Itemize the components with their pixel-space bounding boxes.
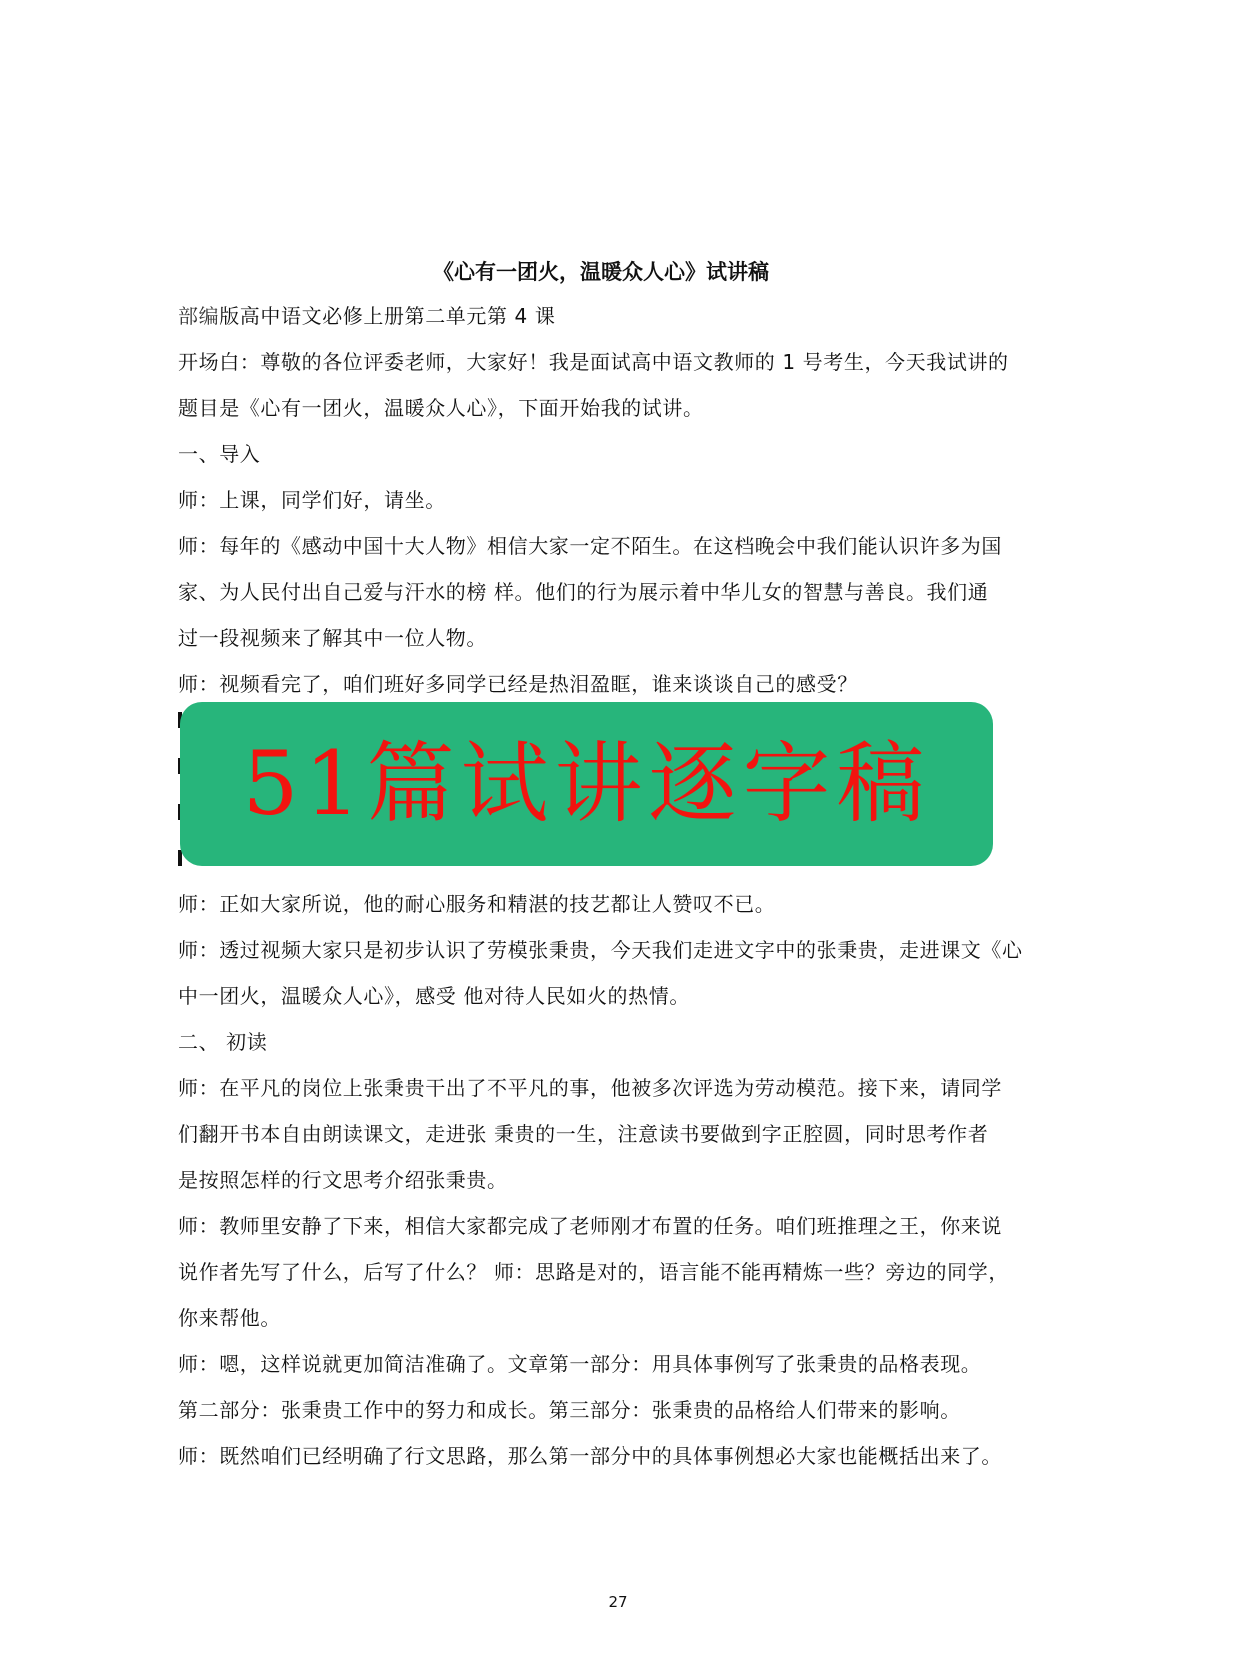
- paragraph-line: 师：正如大家所说，他的耐心服务和精湛的技艺都让人赞叹不已。: [178, 892, 776, 916]
- document-subtitle: [178, 302, 555, 330]
- document-title: 《心有一团火，温暖众人心》试讲稿: [433, 260, 769, 284]
- paragraph-line: 师：上课，同学们好，请坐。: [178, 488, 446, 512]
- paragraph-line: 师：教师里安静了下来，相信大家都完成了老师刚才布置的任务。咱们班推理之王，你来说: [178, 1214, 1002, 1238]
- section-heading: 二、 初读: [178, 1030, 268, 1054]
- paragraph-line: 师：既然咱们已经明确了行文思路，那么第一部分中的具体事例想必大家也能概括出来了。: [178, 1444, 1002, 1468]
- paragraph-line: 师：透过视频大家只是初步认识了劳模张秉贵，今天我们走进文字中的张秉贵，走进课文《心: [178, 938, 1023, 962]
- paragraph-line: 中一团火，温暖众人心》，感受 他对待人民如火的热情。: [178, 984, 690, 1008]
- paragraph-line: 师：嗯，这样说就更加简洁准确了。文章第一部分：用具体事例写了张秉贵的品格表现。: [178, 1352, 982, 1376]
- paragraph-line: 师：每年的《感动中国十大人物》相信大家一定不陌生。在这档晚会中我们能认识许多为国: [178, 534, 1002, 558]
- subtitle-rest: 版高中语文必修上册第二单元第 4 课: [219, 304, 556, 328]
- paragraph-line: 是按照怎样的行文思考介绍张秉贵。: [178, 1168, 508, 1192]
- paragraph-line: 师：在平凡的岗位上张秉贵干出了不平凡的事，他被多次评选为劳动模范。接下来，请同学: [178, 1076, 1002, 1100]
- paragraph-line: 你来帮他。: [178, 1306, 281, 1330]
- paragraph-line: 题目是《心有一团火，温暖众人心》，下面开始我的试讲。: [178, 396, 704, 420]
- promo-banner-text: 51篇试讲逐字稿: [242, 732, 931, 835]
- section-heading: 一、导入: [178, 442, 261, 466]
- subtitle-prefix: 部编: [178, 304, 220, 328]
- paragraph-line: 说作者先写了什么，后写了什么？ 师：思路是对的，语言能不能再精炼一些？旁边的同学，: [178, 1260, 1009, 1284]
- paragraph-line: 过一段视频来了解其中一位人物。: [178, 626, 487, 650]
- paragraph-line: 第二部分：张秉贵工作中的努力和成长。第三部分：张秉贵的品格给人们带来的影响。: [178, 1398, 961, 1422]
- page-number: 27: [608, 1593, 628, 1611]
- paragraph-line: 家、为人民付出自己爱与汗水的榜 样。他们的行为展示着中华儿女的智慧与善良。我们通: [178, 580, 989, 604]
- paragraph-line: 开场白：尊敬的各位评委老师，大家好！我是面试高中语文教师的 1 号考生，今天我试讲的: [178, 350, 1009, 374]
- promo-banner: [180, 702, 993, 866]
- paragraph-line: 师：视频看完了，咱们班好多同学已经是热泪盈眶，谁来谈谈自己的感受？: [178, 672, 858, 696]
- paragraph-line: 们翻开书本自由朗读课文，走进张 秉贵的一生，注意读书要做到字正腔圆，同时思考作者: [178, 1122, 989, 1146]
